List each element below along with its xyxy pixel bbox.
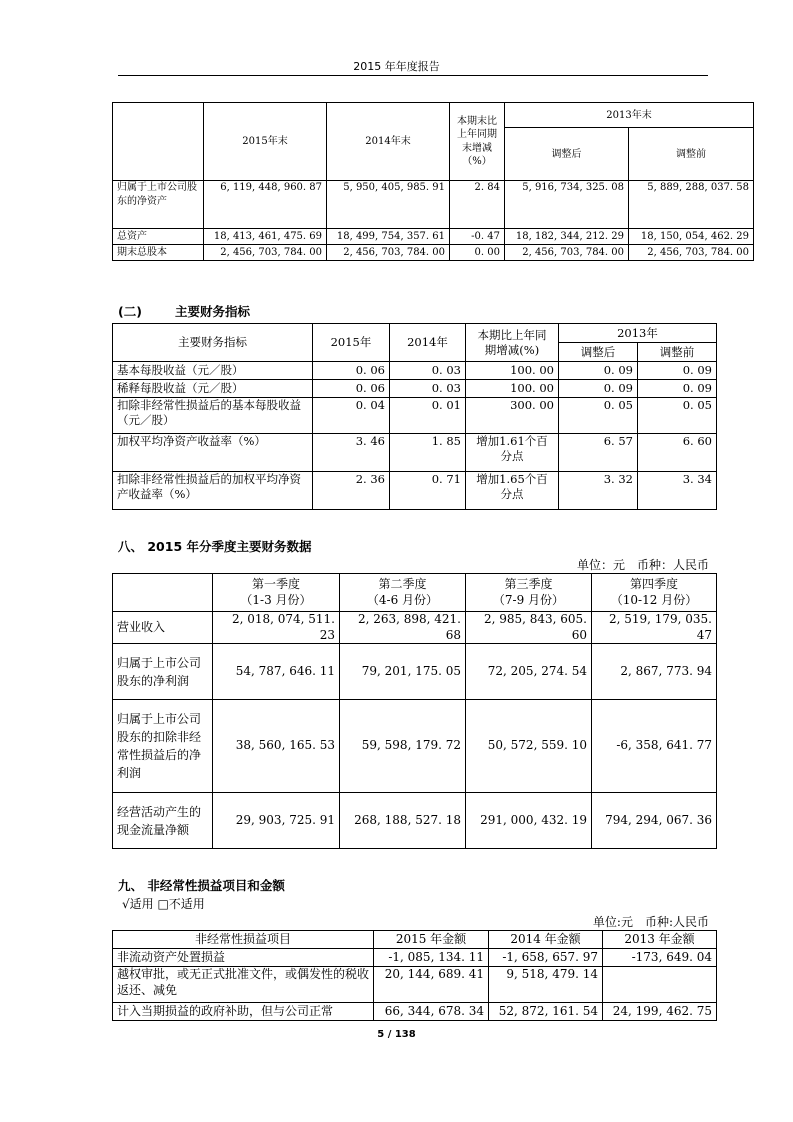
col-header-q3 xyxy=(466,574,592,612)
col-header-q1 xyxy=(213,574,340,612)
table-row xyxy=(113,700,717,793)
quarter-range: （7-9 月份） xyxy=(492,592,565,607)
cell-value: -1, 658, 657. 97 xyxy=(489,949,603,967)
section-title: 九、 非经常性损益项目和金额 xyxy=(118,878,285,893)
header-blank-cell xyxy=(113,574,213,612)
table-row xyxy=(113,245,754,261)
col-header-adjusted: 调整后 xyxy=(559,343,638,362)
cell-value: 9, 518, 479. 14 xyxy=(489,967,603,1003)
cell-value: 增加1.65个百分点 xyxy=(466,472,559,510)
cell-value: 6. 60 xyxy=(638,434,717,472)
cell-value: 1. 85 xyxy=(390,434,466,472)
row-label: 归属于上市公司股东的净资产 xyxy=(113,181,204,229)
key-indicators-table xyxy=(112,323,717,510)
cell-value: 0. 71 xyxy=(390,472,466,510)
row-label: 归属于上市公司股东的扣除非经常性损益后的净利润 xyxy=(113,700,213,793)
section-number: (二) xyxy=(118,304,142,319)
unit-label: 单位：元 币种：人民币 xyxy=(576,558,709,572)
cell-value: 300. 00 xyxy=(466,398,559,434)
cell-value: 52, 872, 161. 54 xyxy=(489,1003,603,1021)
cell-value: 29, 903, 725. 91 xyxy=(213,793,340,849)
cell-value: 0. 09 xyxy=(638,380,717,398)
cell-value: 3. 32 xyxy=(559,472,638,510)
cell-value: 291, 000, 432. 19 xyxy=(466,793,592,849)
cell-value: 794, 294, 067. 36 xyxy=(592,793,717,849)
cell-value: 6. 57 xyxy=(559,434,638,472)
header-blank-cell xyxy=(113,103,204,181)
col-header-before-adjustment: 调整前 xyxy=(629,128,754,181)
table-row xyxy=(113,434,717,472)
col-header-2014: 2014 年金额 xyxy=(489,931,603,949)
cell-value: 2, 456, 703, 784. 00 xyxy=(327,245,450,261)
table-row xyxy=(113,967,717,1003)
col-header-2015: 2015年末 xyxy=(204,103,327,181)
cell-value: 72, 205, 274. 54 xyxy=(466,644,592,700)
row-label: 计入当期损益的政府补助，但与公司正常 xyxy=(113,1003,374,1021)
cell-value: 54, 787, 646. 11 xyxy=(213,644,340,700)
col-header-2014: 2014年 xyxy=(390,324,466,362)
col-header-item: 非经常性损益项目 xyxy=(113,931,374,949)
cell-value: 5, 916, 734, 325. 08 xyxy=(505,181,629,229)
cell-value: 24, 199, 462. 75 xyxy=(603,1003,717,1021)
cell-value: 2, 456, 703, 784. 00 xyxy=(505,245,629,261)
page-header: 2015 年年度报告 xyxy=(353,60,440,73)
cell-value: 66, 344, 678. 34 xyxy=(374,1003,489,1021)
cell-value: -173, 649. 04 xyxy=(603,949,717,967)
cell-value: 2, 519, 179, 035. 47 xyxy=(592,612,717,644)
section-title: 八、 2015 年分季度主要财务数据 xyxy=(118,539,312,554)
col-header-adjusted: 调整后 xyxy=(505,128,629,181)
cell-value: 100. 00 xyxy=(466,362,559,380)
col-header-2014: 2014年末 xyxy=(327,103,450,181)
cell-value: 18, 182, 344, 212. 29 xyxy=(505,229,629,245)
row-label: 扣除非经常性损益后的基本每股收益（元／股） xyxy=(113,398,313,434)
row-label: 经营活动产生的现金流量净额 xyxy=(113,793,213,849)
col-header-2013: 2013年 xyxy=(559,324,717,343)
cell-value: 2. 84 xyxy=(450,181,505,229)
col-header-2013: 2013 年金额 xyxy=(603,931,717,949)
table-row xyxy=(113,398,717,434)
cell-value: 18, 413, 461, 475. 69 xyxy=(204,229,327,245)
cell-value: -6, 358, 641. 77 xyxy=(592,700,717,793)
cell-value: 268, 188, 527. 18 xyxy=(340,793,466,849)
quarter-range: （1-3 月份） xyxy=(240,592,312,607)
non-recurring-items-table xyxy=(112,930,717,1021)
cell-value: 59, 598, 179. 72 xyxy=(340,700,466,793)
cell-value: 6, 119, 448, 960. 87 xyxy=(204,181,327,229)
cell-value: 增加1.61个百分点 xyxy=(466,434,559,472)
table-row xyxy=(113,380,717,398)
table-row xyxy=(113,949,717,967)
table-row xyxy=(113,229,754,245)
quarterly-data-table xyxy=(112,573,717,849)
table-row xyxy=(113,472,717,510)
col-header-q2 xyxy=(340,574,466,612)
quarter-name: 第三季度 xyxy=(504,576,553,591)
quarter-name: 第二季度 xyxy=(378,576,427,591)
cell-value: 2, 018, 074, 511. 23 xyxy=(213,612,340,644)
row-label: 总资产 xyxy=(113,229,204,245)
cell-value: 2, 456, 703, 784. 00 xyxy=(629,245,754,261)
table-row xyxy=(113,181,754,229)
cell-value: 0. 05 xyxy=(638,398,717,434)
row-label: 扣除非经常性损益后的加权平均净资产收益率（%） xyxy=(113,472,313,510)
header-divider xyxy=(118,75,708,76)
cell-value: 0. 01 xyxy=(390,398,466,434)
applicability-checkbox-label: √适用 □不适用 xyxy=(122,897,205,911)
row-label: 期末总股本 xyxy=(113,245,204,261)
quarter-range: （10-12 月份） xyxy=(610,592,698,607)
cell-value: 0. 09 xyxy=(559,380,638,398)
table-row xyxy=(113,644,717,700)
cell-value: 2, 985, 843, 605. 60 xyxy=(466,612,592,644)
cell-value: 18, 499, 754, 357. 61 xyxy=(327,229,450,245)
section-title: 主要财务指标 xyxy=(175,304,251,319)
table-row xyxy=(113,612,717,644)
table-row xyxy=(113,793,717,849)
col-header-2015: 2015 年金额 xyxy=(374,931,489,949)
cell-value: 50, 572, 559. 10 xyxy=(466,700,592,793)
cell-value: 38, 560, 165. 53 xyxy=(213,700,340,793)
cell-value: 2, 263, 898, 421. 68 xyxy=(340,612,466,644)
cell-value: 3. 34 xyxy=(638,472,717,510)
col-header-indicator: 主要财务指标 xyxy=(113,324,313,362)
cell-value: 20, 144, 689. 41 xyxy=(374,967,489,1003)
cell-value: -0. 47 xyxy=(450,229,505,245)
cell-value: 2. 36 xyxy=(313,472,390,510)
cell-value: 0. 03 xyxy=(390,380,466,398)
cell-value: 0. 06 xyxy=(313,380,390,398)
quarter-name: 第一季度 xyxy=(251,576,300,591)
cell-value: 0. 04 xyxy=(313,398,390,434)
cell-value: 0. 09 xyxy=(638,362,717,380)
row-label: 非流动资产处置损益 xyxy=(113,949,374,967)
col-header-2013: 2013年末 xyxy=(505,103,754,128)
cell-value: 0. 06 xyxy=(313,362,390,380)
cell-value: 100. 00 xyxy=(466,380,559,398)
col-header-q4 xyxy=(592,574,717,612)
cell-value: 79, 201, 175. 05 xyxy=(340,644,466,700)
row-label: 基本每股收益（元／股） xyxy=(113,362,313,380)
cell-value: 5, 950, 405, 985. 91 xyxy=(327,181,450,229)
cell-value: 18, 150, 054, 462. 29 xyxy=(629,229,754,245)
row-label: 加权平均净资产收益率（%） xyxy=(113,434,313,472)
page-number: 5 / 138 xyxy=(377,1029,416,1040)
row-label: 营业收入 xyxy=(113,612,213,644)
col-header-change: 本期比上年同期增减(%) xyxy=(466,324,559,362)
cell-value: 0. 03 xyxy=(390,362,466,380)
col-header-change: 本期末比上年同期末增减（%） xyxy=(450,103,505,181)
cell-value: 0. 05 xyxy=(559,398,638,434)
cell-value: 2, 456, 703, 784. 00 xyxy=(204,245,327,261)
cell-value: 0. 00 xyxy=(450,245,505,261)
cell-value xyxy=(603,967,717,1003)
cell-value: -1, 085, 134. 11 xyxy=(374,949,489,967)
cell-value: 2, 867, 773. 94 xyxy=(592,644,717,700)
col-header-2015: 2015年 xyxy=(313,324,390,362)
col-header-before-adjustment: 调整前 xyxy=(638,343,717,362)
row-label: 稀释每股收益（元／股） xyxy=(113,380,313,398)
row-label: 越权审批，或无正式批准文件，或偶发性的税收返还、减免 xyxy=(113,967,374,1003)
table-row xyxy=(113,362,717,380)
quarter-range: （4-6 月份） xyxy=(366,592,439,607)
cell-value: 5, 889, 288, 037. 58 xyxy=(629,181,754,229)
quarter-name: 第四季度 xyxy=(629,576,678,591)
cell-value: 3. 46 xyxy=(313,434,390,472)
cell-value: 0. 09 xyxy=(559,362,638,380)
row-label: 归属于上市公司股东的净利润 xyxy=(113,644,213,700)
net-assets-table xyxy=(112,102,754,261)
table-row xyxy=(113,1003,717,1021)
unit-label: 单位:元 币种:人民币 xyxy=(592,915,709,929)
